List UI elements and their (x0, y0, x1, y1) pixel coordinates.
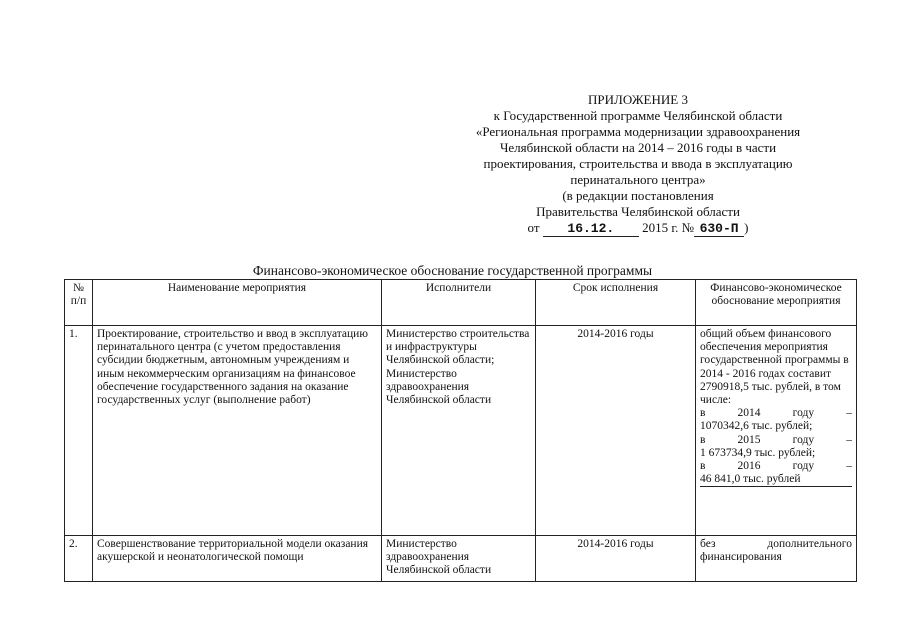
decree-number-field: 630-П (694, 222, 744, 237)
dash: – (846, 433, 852, 446)
year: 2015 (737, 433, 761, 446)
term: 2014-2016 годы (536, 326, 696, 536)
table-row (65, 326, 857, 536)
column-header-term: Срок исполнения (536, 280, 696, 326)
table-row (65, 536, 857, 582)
measure-name: Совершенствование территориальной модели оказания акушерской и неонатологической помощи (93, 536, 382, 582)
header-line: проектирования, строительства и ввода в эксплуатацию (483, 156, 793, 171)
prep: в (700, 433, 706, 446)
appendix-title: ПРИЛОЖЕНИЕ 3 (588, 92, 688, 107)
year-word: году (792, 407, 815, 420)
dash: – (846, 407, 852, 420)
decree-date-line (438, 220, 838, 237)
table-title: Финансово-экономическое обоснование государственной программы (252, 263, 653, 278)
finance-table (64, 279, 857, 582)
table-header-row (65, 280, 857, 326)
finance-amount: 1 673734,9 тыс. рублей; (700, 446, 816, 459)
year: 2016 (737, 460, 761, 473)
finance-cell (696, 326, 857, 536)
header-line: (в редакции постановления (562, 188, 714, 203)
column-header-number: № п/п (65, 280, 93, 326)
date-prefix: от (527, 220, 540, 235)
header-line: Правительства Челябинской области (536, 204, 740, 219)
measure-name: Проектирование, строительство и ввод в эксплуатацию перинатального центра (с учетом предоставления субсидии бюджетным, автономным учреждениям и иным некоммерческим организациям на финансовое обеспечение государственного задания на оказание государственных услуг (выполнение работ) (93, 326, 382, 536)
row-number: 2. (65, 536, 93, 582)
executors: Министерство здравоохранения Челябинской области (382, 536, 536, 582)
row-number: 1. (65, 326, 93, 536)
column-header-executors: Исполнители (382, 280, 536, 326)
year-text: 2015 г. № (642, 220, 695, 235)
year-word: году (792, 433, 815, 446)
finance-intro: общий объем финансового обеспечения мероприятия государственной программы в 2014 - 2016 годах составит 2790918,5 тыс. рублей, в том числе: (700, 328, 849, 407)
finance-amount: 1070342,6 тыс. рублей; (700, 420, 813, 433)
prep: в (700, 407, 706, 420)
year: 2014 (737, 407, 761, 420)
finance-year-line (700, 434, 852, 447)
document-header (438, 92, 838, 237)
header-line: перинатального центра» (570, 172, 706, 187)
finance-year-line (700, 460, 852, 473)
dash: – (846, 460, 852, 473)
year-word: году (792, 460, 815, 473)
finance-amount: 46 841,0 тыс. рублей (700, 473, 852, 487)
header-line: к Государственной программе Челябинской области (493, 108, 783, 123)
finance-cell: без дополнительного финансирования (696, 536, 857, 582)
decree-date-field: 16.12. (543, 222, 639, 237)
executors: Министерство строительства и инфраструктуры Челябинской области; Министерство здравоохранения Челябинской области (382, 326, 536, 536)
term: 2014-2016 годы (536, 536, 696, 582)
finance-year-line (700, 407, 852, 420)
prep: в (700, 460, 706, 473)
header-line: «Региональная программа модернизации здравоохранения (475, 124, 801, 139)
header-line: Челябинской области на 2014 – 2016 годы в части (499, 140, 777, 155)
column-header-finance: Финансово-экономическое обоснование мероприятия (696, 280, 857, 326)
column-header-name: Наименование мероприятия (93, 280, 382, 326)
closing-paren: ) (744, 220, 749, 235)
